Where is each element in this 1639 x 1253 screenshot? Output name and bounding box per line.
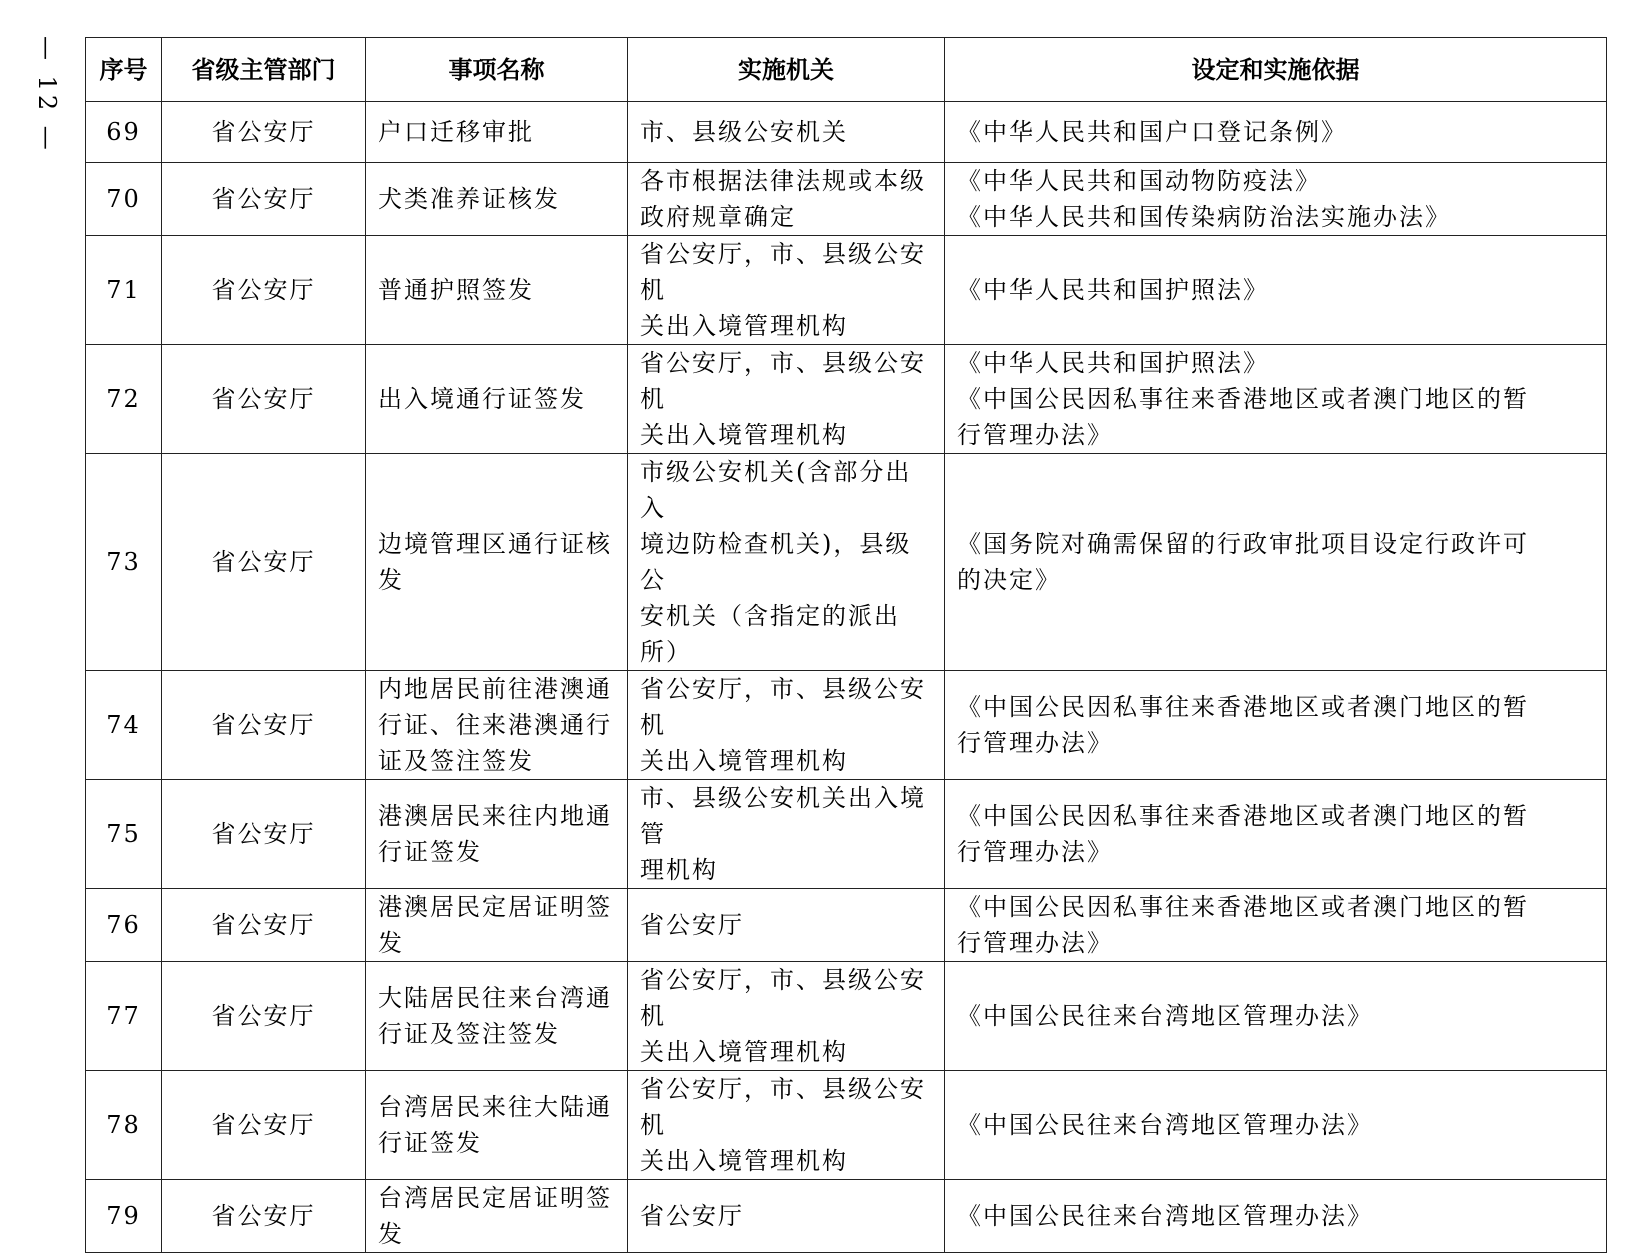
- cell-legal-basis-line: 《中国公民因私事往来香港地区或者澳门地区的暂: [957, 693, 1529, 721]
- table-row: [86, 345, 1607, 454]
- cell-item-name: [366, 671, 628, 780]
- cell-item-name-line: 港澳居民定居证明签: [378, 893, 612, 921]
- cell-agency-line: 省公安厅，市、县级公安机: [640, 349, 926, 413]
- cell-agency: [628, 454, 945, 671]
- cell-item-name-line: 行证及签注签发: [378, 1020, 560, 1048]
- cell-legal-basis: [945, 454, 1607, 671]
- cell-item-name-line: 行证签发: [378, 838, 482, 866]
- table-row: [86, 780, 1607, 889]
- cell-item-name-line: 港澳居民来往内地通: [378, 802, 612, 830]
- table-body: [86, 102, 1607, 1253]
- cell-item-name: [366, 236, 628, 345]
- cell-serial: 71: [86, 236, 162, 345]
- cell-department: 省公安厅: [162, 454, 366, 671]
- cell-item-name: [366, 345, 628, 454]
- cell-department: 省公安厅: [162, 780, 366, 889]
- cell-serial: 73: [86, 454, 162, 671]
- cell-agency-line: 市级公安机关(含部分出入: [640, 458, 912, 522]
- cell-item-name-line: 犬类准养证核发: [378, 185, 560, 213]
- items-table: [85, 37, 1607, 1253]
- cell-legal-basis-line: 行管理办法》: [957, 729, 1113, 757]
- cell-serial: 70: [86, 163, 162, 236]
- cell-agency: [628, 889, 945, 962]
- cell-agency-line: 关出入境管理机构: [640, 1038, 848, 1066]
- cell-item-name-line: 行证、往来港澳通行: [378, 711, 612, 739]
- cell-agency: [628, 102, 945, 163]
- cell-legal-basis-line: 《中国公民因私事往来香港地区或者澳门地区的暂: [957, 893, 1529, 921]
- cell-agency-line: 省公安厅，市、县级公安机: [640, 240, 926, 304]
- cell-legal-basis-line: 《中华人民共和国动物防疫法》: [957, 167, 1321, 195]
- cell-legal-basis-line: 行管理办法》: [957, 421, 1113, 449]
- cell-item-name-line: 发: [378, 566, 404, 594]
- cell-item-name-line: 发: [378, 929, 404, 957]
- cell-legal-basis: [945, 780, 1607, 889]
- page-number: — 12 —: [33, 36, 61, 154]
- cell-serial: 72: [86, 345, 162, 454]
- cell-legal-basis-line: 《中国公民往来台湾地区管理办法》: [957, 1002, 1373, 1030]
- cell-agency-line: 省公安厅: [640, 1202, 744, 1230]
- cell-serial: 78: [86, 1071, 162, 1180]
- cell-item-name-line: 台湾居民来往大陆通: [378, 1093, 612, 1121]
- cell-legal-basis-line: 《中华人民共和国护照法》: [957, 349, 1269, 377]
- cell-legal-basis: [945, 163, 1607, 236]
- cell-agency: [628, 163, 945, 236]
- cell-department: 省公安厅: [162, 1071, 366, 1180]
- cell-agency-line: 政府规章确定: [640, 203, 796, 231]
- cell-legal-basis-line: 《中国公民因私事往来香港地区或者澳门地区的暂: [957, 385, 1529, 413]
- table-row: [86, 236, 1607, 345]
- cell-legal-basis: [945, 1180, 1607, 1253]
- cell-item-name-line: 行证签发: [378, 1129, 482, 1157]
- table-row: [86, 671, 1607, 780]
- cell-department: 省公安厅: [162, 163, 366, 236]
- cell-department: 省公安厅: [162, 671, 366, 780]
- cell-agency-line: 省公安厅，市、县级公安机: [640, 675, 926, 739]
- cell-legal-basis: [945, 1071, 1607, 1180]
- header-agency: 实施机关: [628, 38, 945, 102]
- cell-serial: 76: [86, 889, 162, 962]
- cell-serial: 69: [86, 102, 162, 163]
- cell-item-name-line: 户口迁移审批: [378, 118, 534, 146]
- cell-legal-basis-line: 《中国公民往来台湾地区管理办法》: [957, 1111, 1373, 1139]
- cell-legal-basis-line: 《国务院对确需保留的行政审批项目设定行政许可: [957, 530, 1529, 558]
- cell-department: 省公安厅: [162, 236, 366, 345]
- cell-item-name: [366, 454, 628, 671]
- cell-agency: [628, 236, 945, 345]
- cell-agency: [628, 345, 945, 454]
- cell-agency-line: 关出入境管理机构: [640, 1147, 848, 1175]
- cell-item-name: [366, 1071, 628, 1180]
- cell-item-name-line: 证及签注签发: [378, 747, 534, 775]
- header-legal-basis: 设定和实施依据: [945, 38, 1607, 102]
- table-header-row: [86, 38, 1607, 102]
- cell-legal-basis-line: 《中国公民因私事往来香港地区或者澳门地区的暂: [957, 802, 1529, 830]
- cell-legal-basis: [945, 102, 1607, 163]
- table-row: [86, 102, 1607, 163]
- header-serial: 序号: [86, 38, 162, 102]
- cell-legal-basis: [945, 345, 1607, 454]
- cell-serial: 77: [86, 962, 162, 1071]
- cell-item-name-line: 出入境通行证签发: [378, 385, 586, 413]
- cell-item-name-line: 台湾居民定居证明签发: [378, 1184, 612, 1248]
- cell-agency-line: 省公安厅，市、县级公安机: [640, 966, 926, 1030]
- cell-agency-line: 省公安厅，市、县级公安机: [640, 1075, 926, 1139]
- cell-agency-line: 关出入境管理机构: [640, 747, 848, 775]
- cell-legal-basis-line: 《中华人民共和国护照法》: [957, 276, 1269, 304]
- cell-agency: [628, 962, 945, 1071]
- cell-agency-line: 各市根据法律法规或本级: [640, 167, 926, 195]
- table-row: [86, 163, 1607, 236]
- cell-agency-line: 境边防检查机关)，县级公: [640, 530, 912, 594]
- cell-agency: [628, 780, 945, 889]
- cell-department: 省公安厅: [162, 102, 366, 163]
- cell-agency: [628, 1180, 945, 1253]
- cell-legal-basis-line: 《中华人民共和国户口登记条例》: [957, 118, 1347, 146]
- cell-legal-basis: [945, 236, 1607, 345]
- cell-agency-line: 理机构: [640, 856, 718, 884]
- table-row: [86, 454, 1607, 671]
- table-row: [86, 962, 1607, 1071]
- cell-item-name-line: 大陆居民往来台湾通: [378, 984, 612, 1012]
- cell-legal-basis: [945, 889, 1607, 962]
- cell-legal-basis: [945, 671, 1607, 780]
- cell-item-name: [366, 962, 628, 1071]
- cell-legal-basis-line: 《中国公民往来台湾地区管理办法》: [957, 1202, 1373, 1230]
- cell-serial: 79: [86, 1180, 162, 1253]
- cell-item-name-line: 边境管理区通行证核: [378, 530, 612, 558]
- cell-agency-line: 安机关（含指定的派出所）: [640, 602, 900, 666]
- cell-agency: [628, 1071, 945, 1180]
- cell-legal-basis-line: 的决定》: [957, 566, 1061, 594]
- table-row: [86, 1071, 1607, 1180]
- header-department: 省级主管部门: [162, 38, 366, 102]
- cell-agency-line: 市、县级公安机关出入境管: [640, 784, 926, 848]
- header-item-name: 事项名称: [366, 38, 628, 102]
- cell-department: 省公安厅: [162, 1180, 366, 1253]
- table-row: [86, 1180, 1607, 1253]
- table-row: [86, 889, 1607, 962]
- cell-agency-line: 省公安厅: [640, 911, 744, 939]
- cell-legal-basis: [945, 962, 1607, 1071]
- cell-department: 省公安厅: [162, 345, 366, 454]
- cell-legal-basis-line: 行管理办法》: [957, 929, 1113, 957]
- cell-item-name-line: 内地居民前往港澳通: [378, 675, 612, 703]
- cell-legal-basis-line: 《中华人民共和国传染病防治法实施办法》: [957, 203, 1451, 231]
- cell-serial: 75: [86, 780, 162, 889]
- cell-item-name: [366, 780, 628, 889]
- cell-legal-basis-line: 行管理办法》: [957, 838, 1113, 866]
- cell-department: 省公安厅: [162, 889, 366, 962]
- cell-department: 省公安厅: [162, 962, 366, 1071]
- cell-item-name: [366, 1180, 628, 1253]
- cell-agency: [628, 671, 945, 780]
- cell-agency-line: 关出入境管理机构: [640, 312, 848, 340]
- cell-item-name: [366, 889, 628, 962]
- cell-agency-line: 市、县级公安机关: [640, 118, 848, 146]
- cell-serial: 74: [86, 671, 162, 780]
- cell-item-name-line: 普通护照签发: [378, 276, 534, 304]
- cell-agency-line: 关出入境管理机构: [640, 421, 848, 449]
- cell-item-name: [366, 102, 628, 163]
- cell-item-name: [366, 163, 628, 236]
